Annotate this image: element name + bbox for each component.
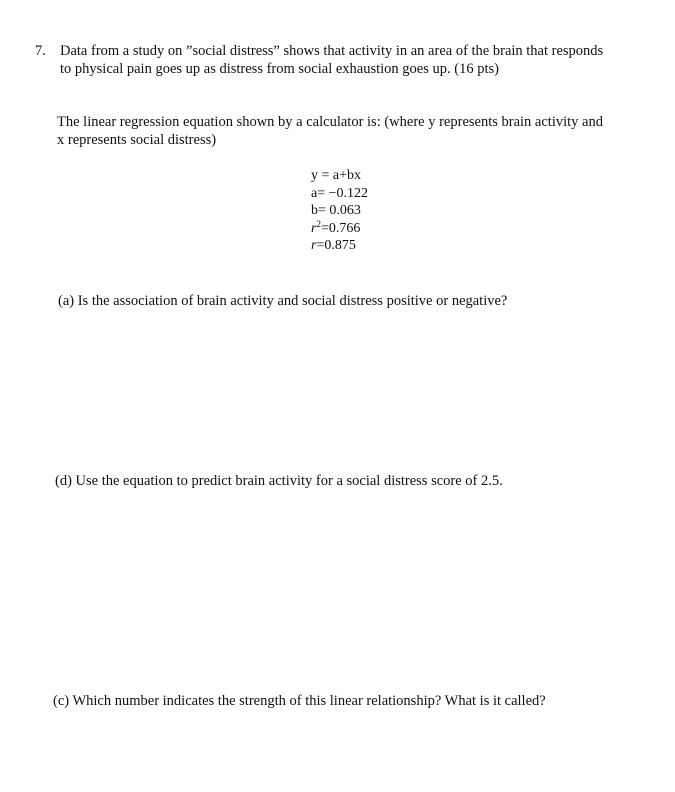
question-prompt-line-1: Data from a study on ”social distress” shows that activity in an area of the brain that responds bbox=[60, 43, 604, 59]
part-d-question: (d) Use the equation to predict brain activity for a social distress score of 2.5. bbox=[55, 473, 503, 489]
correlation-value: =0.875 bbox=[316, 238, 356, 253]
regression-equation: y = a+bx bbox=[311, 168, 362, 183]
regression-intro bbox=[57, 113, 657, 149]
regression-intro-line-2: x represents social distress) bbox=[57, 132, 217, 148]
question-number: 7. bbox=[35, 43, 46, 59]
intercept-a bbox=[311, 185, 368, 203]
question-prompt bbox=[60, 42, 660, 78]
r-squared bbox=[311, 220, 368, 238]
intercept-value: −0.122 bbox=[328, 185, 369, 201]
question-prompt-line-2: to physical pain goes up as distress from social exhaustion goes up. (16 pts) bbox=[60, 61, 499, 77]
part-c-question: (c) Which number indicates the strength of this linear relationship? What is it called? bbox=[53, 693, 546, 709]
intercept-label: a= bbox=[311, 185, 329, 201]
r-squared-value: =0.766 bbox=[320, 220, 361, 236]
slope-label: b= bbox=[311, 203, 330, 218]
correlation-symbol: r bbox=[311, 238, 317, 253]
regression-output bbox=[311, 167, 368, 255]
part-a-question: (a) Is the association of brain activity and social distress positive or negative? bbox=[58, 293, 508, 309]
r-squared-exponent: 2 bbox=[316, 218, 321, 229]
r-squared-symbol: r bbox=[311, 220, 317, 236]
slope-value: 0.063 bbox=[329, 203, 361, 218]
correlation-r bbox=[311, 237, 368, 255]
slope-b bbox=[311, 202, 368, 220]
regression-intro-line-1: The linear regression equation shown by a calculator is: (where y represents brain activity and bbox=[57, 114, 603, 130]
